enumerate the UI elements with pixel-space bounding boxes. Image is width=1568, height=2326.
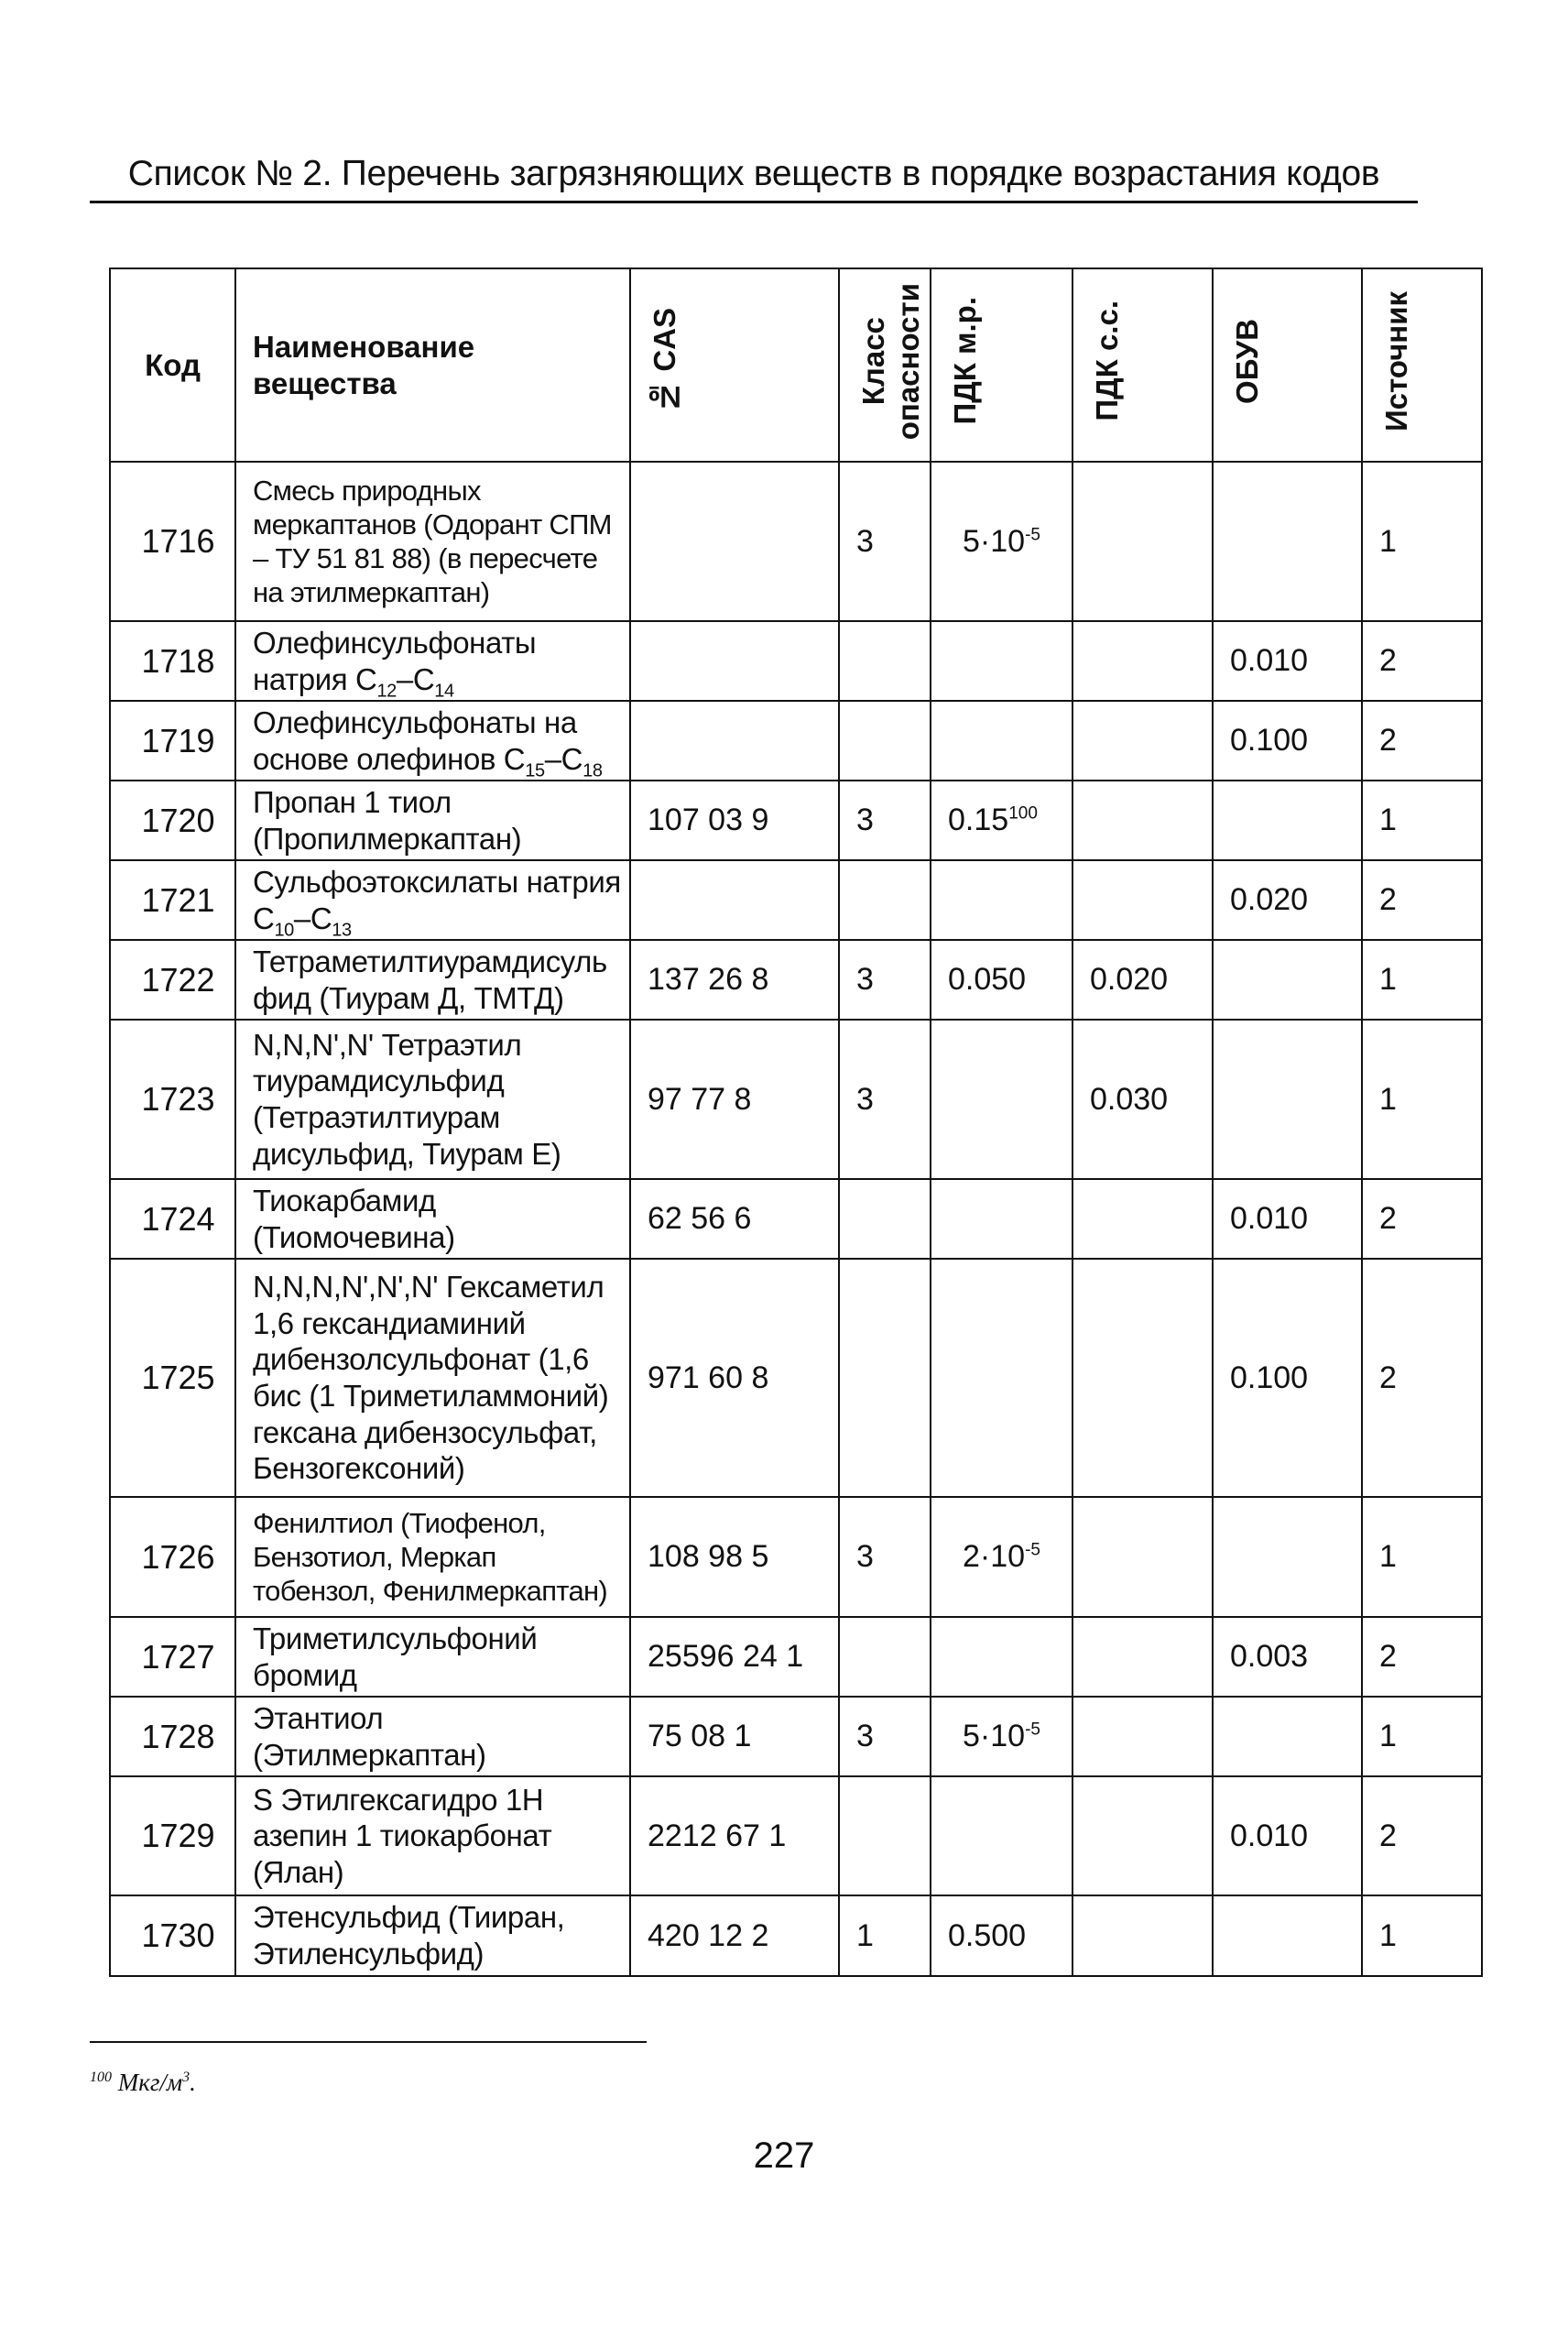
name-line: Бензотиол, Меркап [253, 1540, 496, 1573]
name-line: N,N,N,N',N',N' Гексаметил [253, 1270, 604, 1305]
cell-pdk-ss [1073, 1697, 1213, 1776]
cell-cas: 108 98 5 [630, 1497, 839, 1617]
cell-cas: 75 08 1 [630, 1697, 839, 1776]
cell-source: 2 [1362, 1617, 1482, 1697]
name-line: (Тиомочевина) [253, 1219, 455, 1254]
table-row [110, 621, 1482, 701]
cell-obuv [1213, 1020, 1362, 1179]
cell-pdk-ss [1073, 621, 1213, 701]
cell-cas: 971 60 8 [630, 1259, 839, 1497]
pdk-mr-base: 2·10 [963, 1539, 1026, 1575]
cell-code: 1723 [110, 1020, 235, 1179]
name-line: на этилмеркаптан) [253, 576, 490, 609]
cell-code: 1728 [110, 1697, 235, 1776]
name-line: азепин 1 тиокарбонат [253, 1818, 552, 1853]
cell-pdk-ss [1073, 781, 1213, 860]
cell-pdk-ss [1073, 1776, 1213, 1895]
table-row [110, 462, 1482, 621]
cell-pdk-ss [1073, 701, 1213, 781]
name-line: N,N,N',N' Тетраэтил [253, 1027, 522, 1062]
cell-source: 1 [1362, 1497, 1482, 1617]
cell-class: 3 [839, 1497, 931, 1617]
cell-name [235, 1697, 630, 1776]
name-line: Тиокарбамид [253, 1183, 436, 1218]
cell-pdk-mr [931, 860, 1073, 940]
table-row [110, 1020, 1482, 1179]
cell-name [235, 1617, 630, 1697]
cell-pdk-mr: 0.050 [931, 940, 1073, 1020]
cell-name [235, 1259, 630, 1497]
name-line: тобензол, Фенилмеркаптан) [253, 1575, 608, 1608]
name-line: Фенилтиол (Тиофенол, [253, 1506, 546, 1539]
footnote-unit-exponent: 3 [182, 2069, 191, 2085]
column-header-code-label: Код [145, 347, 201, 382]
cell-pdk-mr [931, 621, 1073, 701]
cell-source: 2 [1362, 1776, 1482, 1895]
cell-source: 1 [1362, 781, 1482, 860]
cell-obuv: 0.003 [1213, 1617, 1362, 1697]
page-number: 227 [753, 2135, 815, 2176]
cell-name [235, 621, 630, 701]
name-line: гексана дибензосульфат, [253, 1414, 597, 1449]
pollutants-table [109, 268, 1483, 1977]
table-row [110, 1776, 1482, 1895]
footnote-end: . [190, 2069, 196, 2096]
cell-pdk-ss: 0.030 [1073, 1020, 1213, 1179]
cell-source: 1 [1362, 940, 1482, 1020]
cell-cas [630, 701, 839, 781]
column-header-name-label: Наименование вещества [253, 329, 475, 400]
cell-name [235, 781, 630, 860]
column-header-source [1362, 268, 1482, 462]
name-line: S Этилгексагидро 1H [253, 1782, 544, 1817]
cell-pdk-ss [1073, 1179, 1213, 1259]
cell-source: 2 [1362, 860, 1482, 940]
table-row [110, 1179, 1482, 1259]
cell-obuv: 0.020 [1213, 860, 1362, 940]
column-header-code [110, 268, 235, 462]
cell-class [839, 621, 931, 701]
cell-source: 1 [1362, 462, 1482, 621]
cell-name [235, 1776, 630, 1895]
cell-obuv [1213, 1895, 1362, 1976]
cell-pdk-mr [931, 1617, 1073, 1697]
cell-name [235, 940, 630, 1020]
cell-cas: 107 03 9 [630, 781, 839, 860]
cell-source: 2 [1362, 1179, 1482, 1259]
cell-name [235, 1020, 630, 1179]
cell-pdk-ss [1073, 1617, 1213, 1697]
name-line: (Пропилмеркаптан) [253, 821, 522, 856]
cell-obuv [1213, 781, 1362, 860]
footnote-marker: 100 [90, 2069, 112, 2085]
cell-code: 1722 [110, 940, 235, 1020]
pdk-mr-exponent: -5 [1025, 525, 1040, 545]
name-line: Тетраметилтиурамдисуль [253, 944, 607, 978]
cell-pdk-ss [1073, 860, 1213, 940]
cell-cas: 420 12 2 [630, 1895, 839, 1976]
column-header-class [839, 268, 931, 462]
cell-code: 1729 [110, 1776, 235, 1895]
cell-source: 2 [1362, 701, 1482, 781]
name-line: бромид [253, 1657, 357, 1692]
cell-pdk-mr [931, 1259, 1073, 1497]
name-text: –C [396, 661, 435, 696]
name-text: –C [293, 901, 332, 935]
cell-class [839, 1259, 931, 1497]
footnote-text: Мкг/м [117, 2069, 183, 2096]
cell-name [235, 1179, 630, 1259]
cell-class [839, 701, 931, 781]
name-line: Пропан 1 тиол [253, 784, 452, 819]
cell-name [235, 860, 630, 940]
cell-cas [630, 621, 839, 701]
name-line: (Ялан) [253, 1854, 344, 1889]
cell-pdk-mr [931, 1497, 1073, 1617]
cell-pdk-ss [1073, 462, 1213, 621]
cell-class [839, 1179, 931, 1259]
cell-obuv [1213, 1497, 1362, 1617]
name-line: (Этилмеркаптан) [253, 1737, 486, 1772]
table-header-row [110, 268, 1482, 462]
column-header-obuv-label: ОБУВ [1230, 318, 1264, 404]
cell-class [839, 1776, 931, 1895]
cell-source: 2 [1362, 621, 1482, 701]
name-line: Этенсульфид (Тииран, [253, 1900, 565, 1935]
cell-name [235, 1895, 630, 1976]
cell-code: 1716 [110, 462, 235, 621]
name-subscript: 13 [332, 920, 352, 940]
name-line: тиурамдисульфид [253, 1064, 505, 1098]
name-line: дисульфид, Тиурам Е) [253, 1136, 561, 1171]
table-row [110, 781, 1482, 860]
cell-class: 3 [839, 462, 931, 621]
name-text: Олефинсульфонаты натрия C [253, 625, 537, 696]
cell-obuv: 0.100 [1213, 701, 1362, 781]
cell-pdk-mr [931, 1697, 1073, 1776]
cell-source: 1 [1362, 1697, 1482, 1776]
name-line: Триметилсульфоний [253, 1621, 538, 1655]
name-text: Сульфоэтоксилаты натрия C [253, 864, 621, 935]
column-header-class-line2: опасности [890, 282, 925, 440]
name-line: Этантиол [253, 1700, 384, 1735]
cell-class [839, 1617, 931, 1697]
name-line: меркаптанов (Одорант СПМ [253, 508, 612, 541]
page-title: Список № 2. Перечень загрязняющих веществ в порядке возрастания кодов [127, 154, 1380, 193]
cell-pdk-mr [931, 1179, 1073, 1259]
footnote-rule [90, 2041, 647, 2043]
cell-obuv: 0.010 [1213, 1179, 1362, 1259]
cell-source: 2 [1362, 1259, 1482, 1497]
name-line: Смесь природных [253, 474, 481, 507]
name-line: – ТУ 51 81 88) (в пересчете [253, 542, 598, 574]
name-line: Этиленсульфид) [253, 1937, 485, 1971]
name-text: Олефинсульфонаты на основе олефинов C [253, 704, 577, 776]
column-header-pdk-ss [1073, 268, 1213, 462]
cell-class [839, 860, 931, 940]
pdk-mr-base: 5·10 [963, 523, 1026, 559]
name-subscript: 15 [525, 760, 545, 781]
column-header-cas [630, 268, 839, 462]
cell-cas: 97 77 8 [630, 1020, 839, 1179]
name-line: фид (Тиурам Д, ТМТД) [253, 980, 564, 1015]
pdk-mr-exponent: -5 [1025, 1540, 1040, 1560]
cell-pdk-ss: 0.020 [1073, 940, 1213, 1020]
pdk-mr-exponent: -5 [1025, 1720, 1040, 1740]
table-row [110, 1697, 1482, 1776]
cell-cas: 62 56 6 [630, 1179, 839, 1259]
name-subscript: 18 [583, 760, 603, 781]
cell-obuv: 0.100 [1213, 1259, 1362, 1497]
column-header-pdk-mr-label: ПДК м.р. [948, 297, 982, 425]
cell-class: 3 [839, 1020, 931, 1179]
cell-obuv [1213, 462, 1362, 621]
column-header-cas-label: № CAS [648, 308, 681, 415]
footnote [90, 2069, 196, 2097]
name-subscript: 10 [274, 920, 294, 940]
cell-name [235, 1497, 630, 1617]
cell-obuv [1213, 1697, 1362, 1776]
name-line: (Тетраэтилтиурам [253, 1100, 500, 1134]
column-header-source-label: Источник [1379, 290, 1413, 431]
table-row [110, 1617, 1482, 1697]
table-row [110, 1259, 1482, 1497]
name-text: –C [544, 741, 583, 776]
table-row [110, 860, 1482, 940]
cell-obuv: 0.010 [1213, 1776, 1362, 1895]
cell-pdk-mr [931, 462, 1073, 621]
name-subscript: 12 [376, 681, 397, 701]
cell-cas: 2212 67 1 [630, 1776, 839, 1895]
cell-class: 1 [839, 1895, 931, 1976]
header-rule [90, 201, 1418, 203]
column-header-pdk-mr [931, 268, 1073, 462]
pdk-mr-base: 5·10 [963, 1719, 1026, 1754]
column-header-class-line1: Класс [856, 317, 890, 406]
cell-cas [630, 860, 839, 940]
name-line: дибензолсульфонат (1,6 [253, 1342, 589, 1377]
name-line: 1,6 гександиаминий [253, 1305, 526, 1340]
cell-obuv [1213, 940, 1362, 1020]
cell-pdk-mr [931, 1776, 1073, 1895]
cell-pdk-ss [1073, 1497, 1213, 1617]
cell-pdk-mr: 0.500 [931, 1895, 1073, 1976]
cell-source: 1 [1362, 1895, 1482, 1976]
cell-class: 3 [839, 1697, 931, 1776]
cell-code: 1721 [110, 860, 235, 940]
footnote-reference: 100 [1008, 803, 1038, 824]
cell-code: 1727 [110, 1617, 235, 1697]
table-row [110, 940, 1482, 1020]
cell-pdk-mr [931, 781, 1073, 860]
column-header-class-label [856, 283, 926, 440]
cell-class: 3 [839, 781, 931, 860]
name-subscript: 14 [434, 681, 454, 701]
name-line: Бензогексоний) [253, 1451, 465, 1486]
cell-name [235, 462, 630, 621]
cell-pdk-ss [1073, 1259, 1213, 1497]
cell-cas: 137 26 8 [630, 940, 839, 1020]
cell-obuv: 0.010 [1213, 621, 1362, 701]
cell-class: 3 [839, 940, 931, 1020]
cell-code: 1730 [110, 1895, 235, 1976]
cell-name [235, 701, 630, 781]
cell-code: 1720 [110, 781, 235, 860]
table-row [110, 701, 1482, 781]
cell-cas [630, 462, 839, 621]
table-row [110, 1497, 1482, 1617]
column-header-name [235, 268, 630, 462]
cell-code: 1724 [110, 1179, 235, 1259]
cell-pdk-ss [1073, 1895, 1213, 1976]
pdk-mr-base: 0.15 [948, 803, 1009, 838]
cell-source: 1 [1362, 1020, 1482, 1179]
cell-pdk-mr [931, 701, 1073, 781]
name-line: бис (1 Триметиламмоний) [253, 1379, 609, 1413]
table-row [110, 1895, 1482, 1976]
cell-code: 1719 [110, 701, 235, 781]
cell-pdk-mr [931, 1020, 1073, 1179]
column-header-obuv [1213, 268, 1362, 462]
cell-cas: 25596 24 1 [630, 1617, 839, 1697]
cell-code: 1718 [110, 621, 235, 701]
cell-code: 1725 [110, 1259, 235, 1497]
column-header-pdk-ss-label: ПДК с.с. [1090, 300, 1124, 421]
cell-code: 1726 [110, 1497, 235, 1617]
